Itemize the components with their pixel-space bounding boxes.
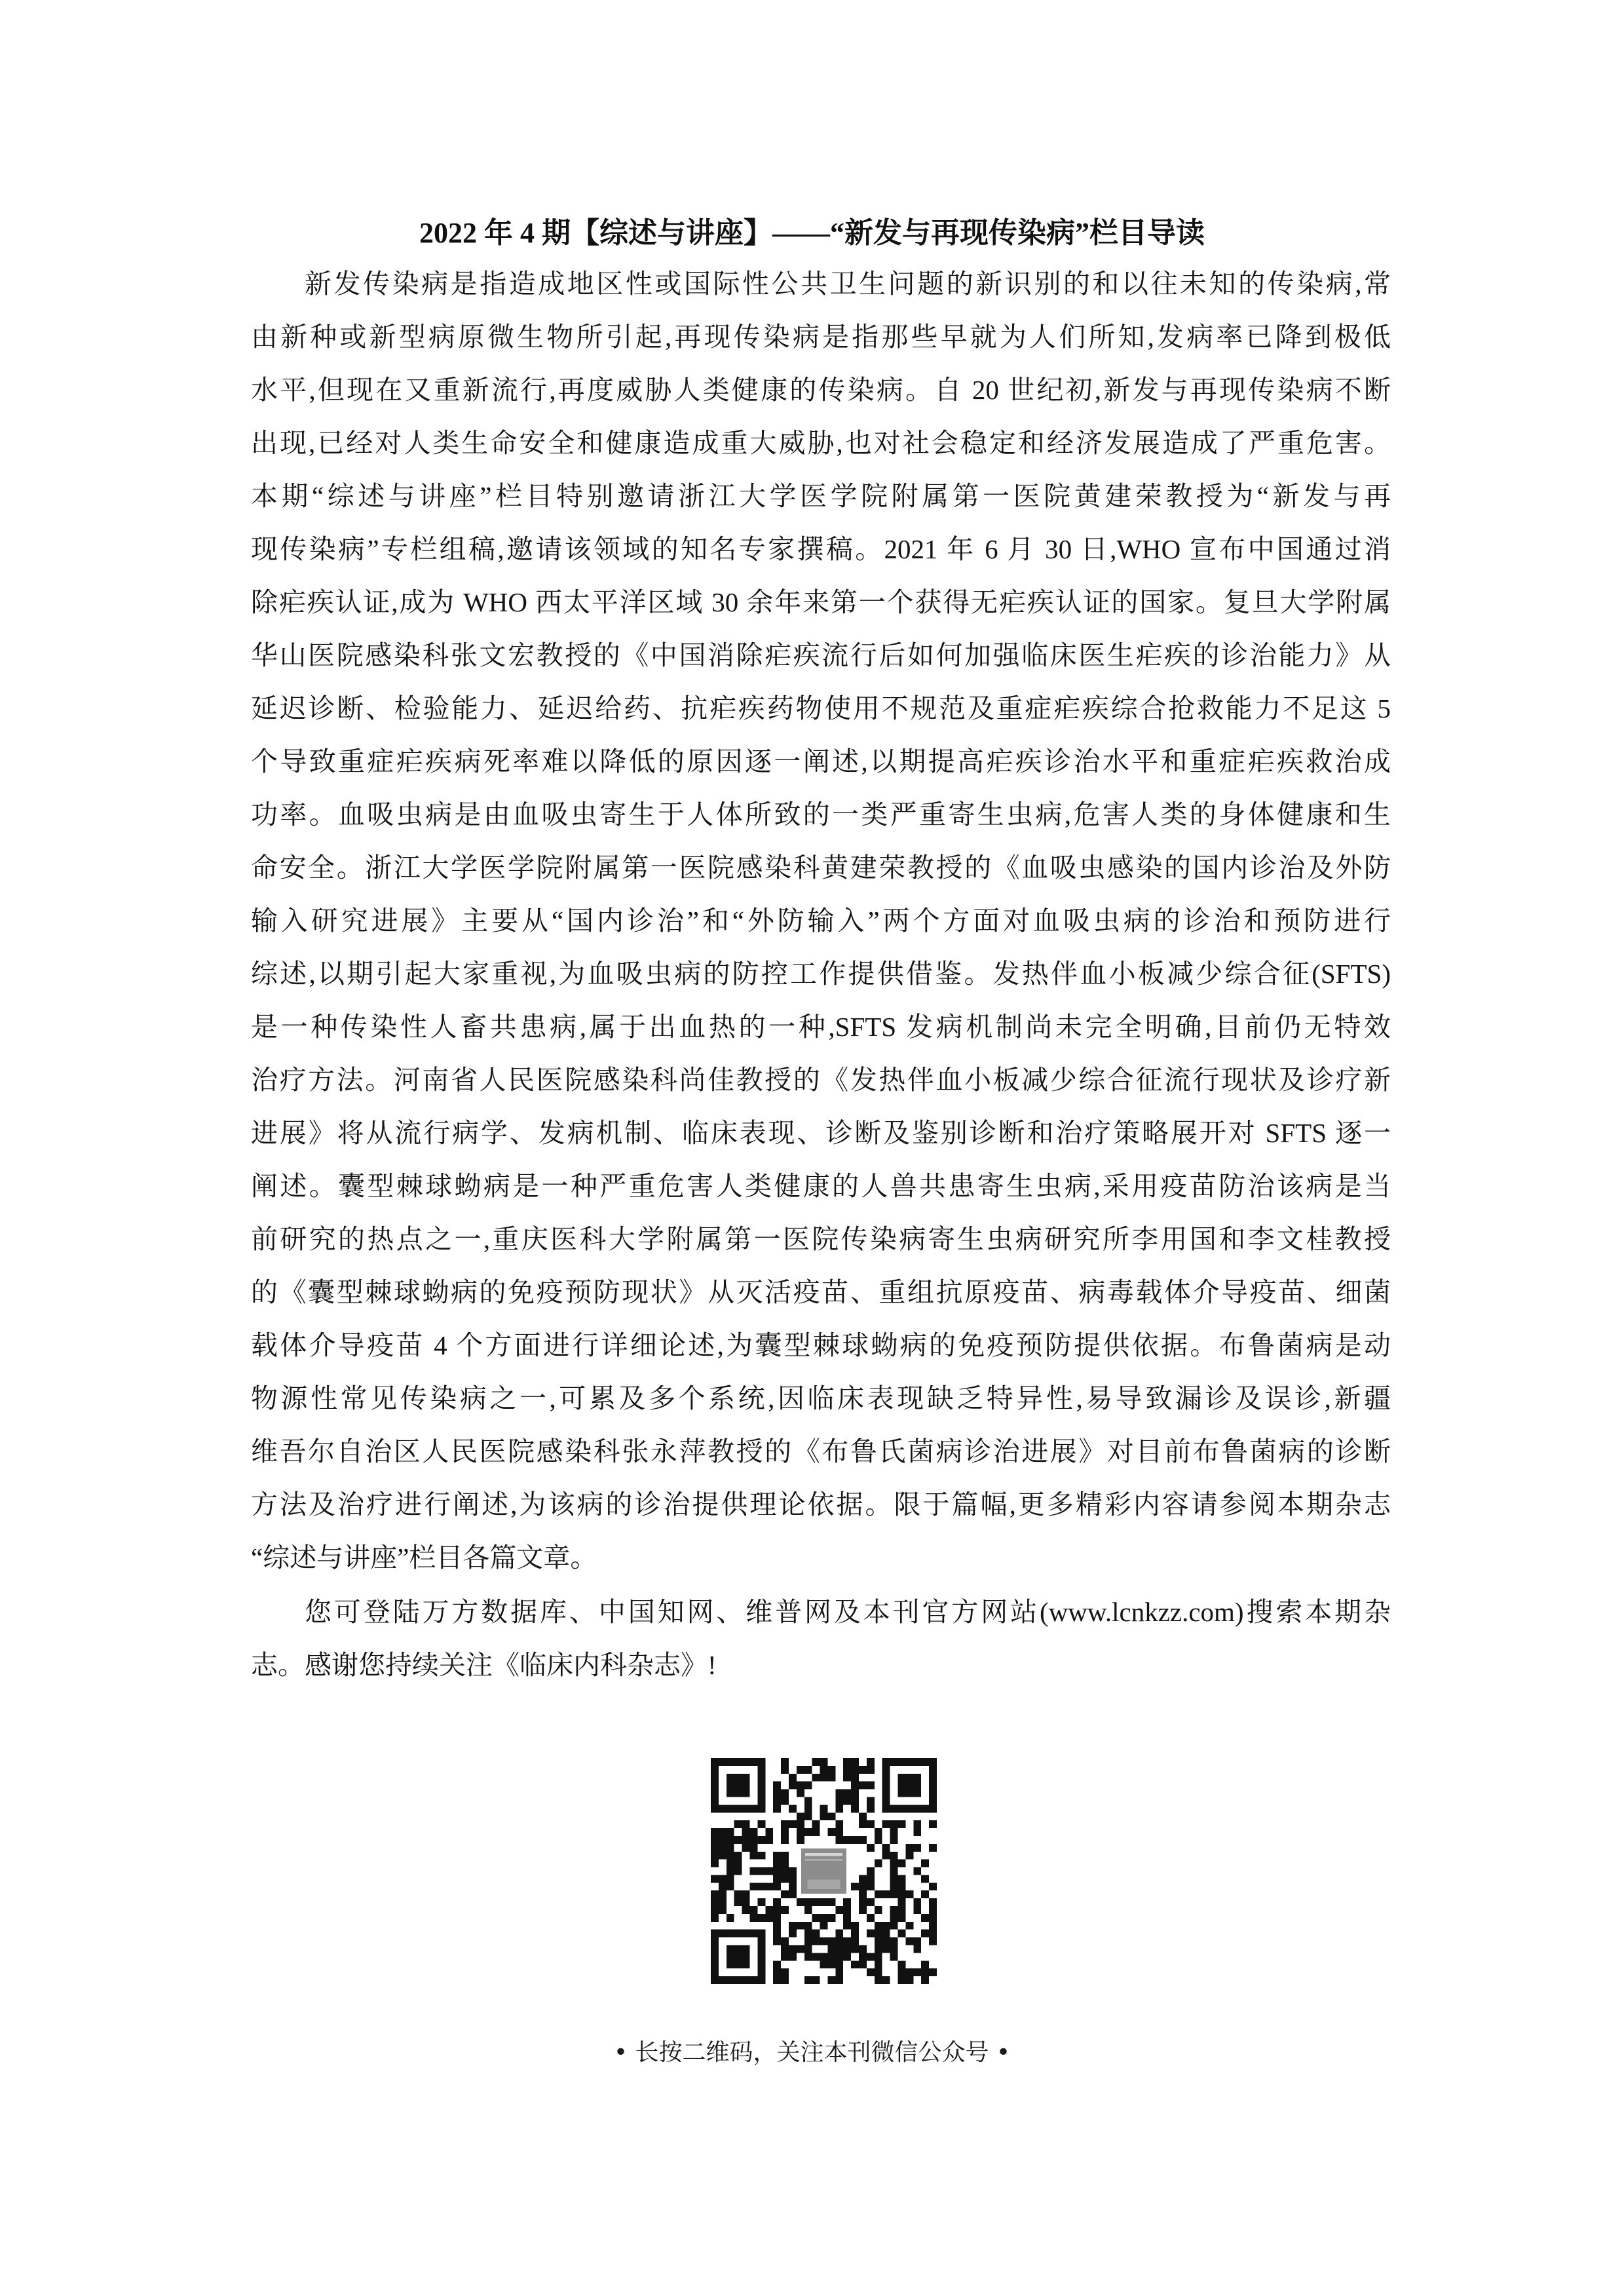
text-line: 阐述。囊型棘球蚴病是一种严重危害人类健康的人兽共患寄生虫病,采用疫苗防治该病是当 — [251, 1171, 1391, 1201]
text-line: 出现,已经对人类生命安全和健康造成重大威胁,也对社会稳定和经济发展造成了严重危害。 — [251, 428, 1391, 458]
article-body — [251, 258, 1391, 1692]
qr-center-logo — [798, 1845, 850, 1897]
text-line: 综述,以期引起大家重视,为血吸虫病的防控工作提供借鉴。发热伴血小板减少综合征(SFTS) — [251, 959, 1391, 989]
text-line: 华山医院感染科张文宏教授的《中国消除疟疾流行后如何加强临床医生疟疾的诊治能力》从 — [251, 640, 1391, 670]
text-line: 物源性常见传染病之一,可累及多个系统,因临床表现缺乏特异性,易导致漏诊及误诊,新疆 — [251, 1383, 1391, 1413]
text-line: 载体介导疫苗 4 个方面进行详细论述,为囊型棘球蚴病的免疫预防提供依据。布鲁菌病是动 — [251, 1330, 1391, 1360]
text-line: 前研究的热点之一,重庆医科大学附属第一医院传染病寄生虫病研究所李用国和李文桂教授 — [251, 1224, 1391, 1254]
text-line: “综述与讲座”栏目各篇文章。 — [251, 1542, 597, 1573]
article-title: 2022 年 4 期【综述与讲座】——“新发与再现传染病”栏目导读 — [419, 217, 1205, 249]
text-line: 由新种或新型病原微生物所引起,再现传染病是指那些早就为人们所知,发病率已降到极低 — [251, 322, 1391, 352]
text-line: 个导致重症疟疾病死率难以降低的原因逐一阐述,以期提高疟疾诊治水平和重症疟疾救治成 — [251, 746, 1391, 776]
text-line: 进展》将从流行病学、发病机制、临床表现、诊断及鉴别诊断和治疗策略展开对 SFTS 逐一 — [251, 1118, 1391, 1148]
text-line: 治疗方法。河南省人民医院感染科尚佳教授的《发热伴血小板减少综合征流行现状及诊疗新 — [251, 1065, 1391, 1095]
text-line: 的《囊型棘球蚴病的免疫预防现状》从灭活疫苗、重组抗原疫苗、病毒载体介导疫苗、细菌 — [251, 1277, 1391, 1307]
text-line: 是一种传染性人畜共患病,属于出血热的一种,SFTS 发病机制尚未完全明确,目前仍无特效 — [251, 1012, 1391, 1042]
text-line: 维吾尔自治区人民医院感染科张永萍教授的《布鲁氏菌病诊治进展》对目前布鲁菌病的诊断 — [251, 1436, 1391, 1466]
text-line: 您可登陆万方数据库、中国知网、维普网及本刊官方网站(www.lcnkzz.com)搜索本期杂 — [305, 1597, 1391, 1627]
paragraph-column-introduction — [251, 258, 1391, 1584]
qr-caption: • 长按二维码，关注本刊微信公众号 • — [613, 2039, 1011, 2066]
text-line: 命安全。浙江大学医学院附属第一医院感染科黄建荣教授的《血吸虫感染的国内诊治及外防 — [251, 852, 1391, 883]
text-line: 输入研究进展》主要从“国内诊治”和“外防输入”两个方面对血吸虫病的诊治和预防进行 — [251, 906, 1391, 936]
text-line: 新发传染病是指造成地区性或国际性公共卫生问题的新识别的和以往未知的传染病,常 — [305, 269, 1391, 299]
text-line: 现传染病”专栏组稿,邀请该领域的知名专家撰稿。2021 年 6 月 30 日,WHO 宣布中国通过消 — [251, 534, 1391, 564]
text-line: 水平,但现在又重新流行,再度威胁人类健康的传染病。自 20 世纪初,新发与再现传染病不断 — [251, 375, 1391, 405]
paragraph-access-info — [251, 1586, 1391, 1692]
text-line: 延迟诊断、检验能力、延迟给药、抗疟疾药物使用不规范及重症疟疾综合抢救能力不足这 5 — [251, 693, 1391, 723]
text-line: 方法及治疗进行阐述,为该病的诊治提供理论依据。限于篇幅,更多精彩内容请参阅本期杂志 — [251, 1489, 1391, 1520]
text-line: 功率。血吸虫病是由血吸虫寄生于人体所致的一类严重寄生虫病,危害人类的身体健康和生 — [251, 799, 1391, 830]
text-line: 除疟疾认证,成为 WHO 西太平洋区域 30 余年来第一个获得无疟疾认证的国家。复旦大学附属 — [251, 587, 1391, 617]
text-line: 本期“综述与讲座”栏目特别邀请浙江大学医学院附属第一医院黄建荣教授为“新发与再 — [251, 481, 1391, 511]
qr-code-icon — [711, 1758, 937, 1984]
wechat-qr-code — [711, 1758, 937, 1984]
text-line: 志。感谢您持续关注《临床内科杂志》! — [251, 1650, 717, 1680]
